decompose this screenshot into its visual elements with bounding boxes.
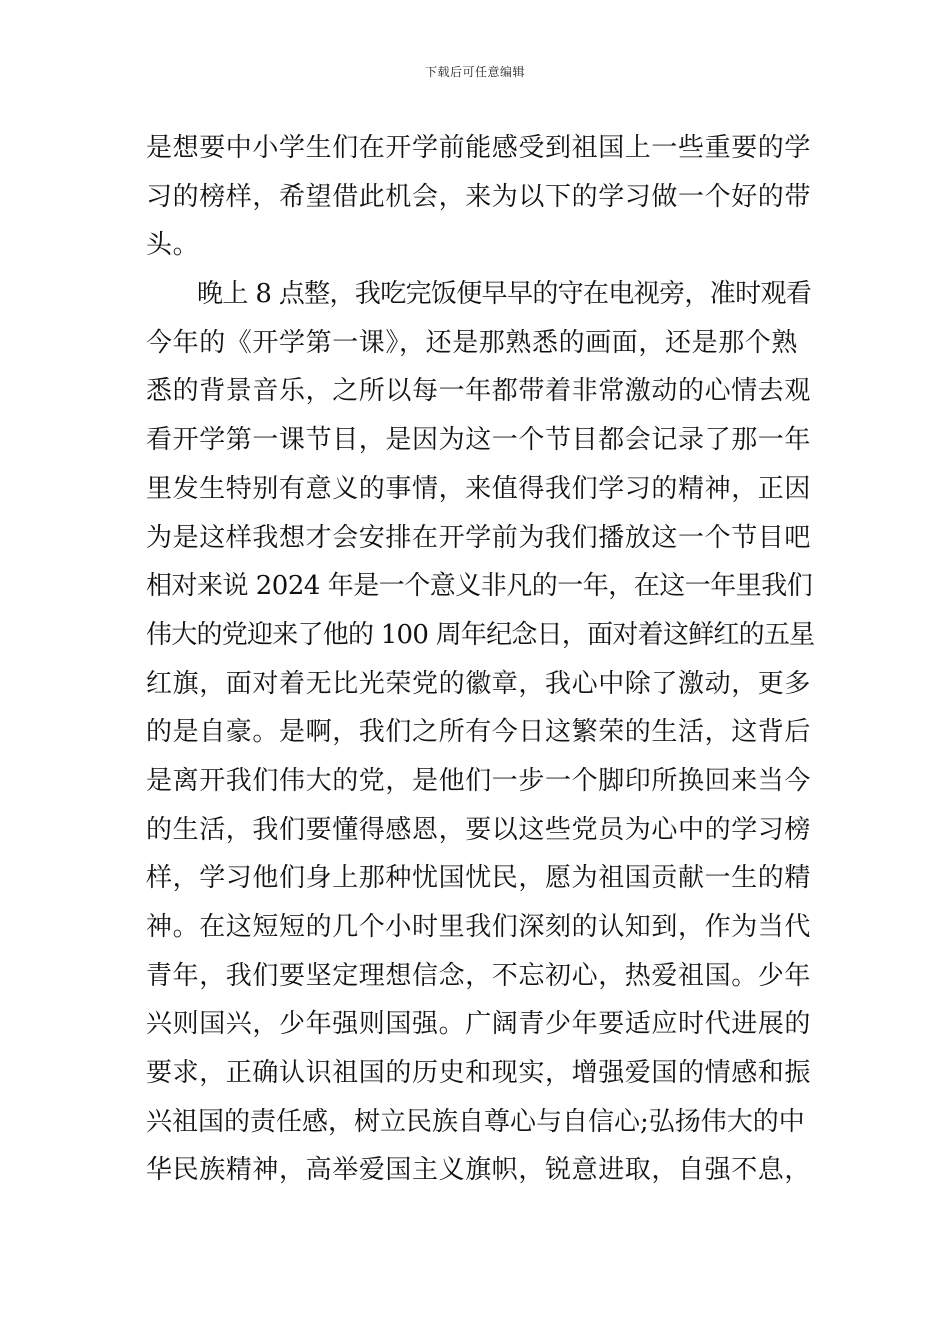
text-line: 为是这样我想才会安排在开学前为我们播放这一个节目吧 bbox=[146, 522, 812, 553]
text-line: 是想要中小学生们在开学前能感受到祖国上一些重要的学 bbox=[146, 133, 812, 163]
text-line: 兴则国兴，少年强则国强。广阔青少年要适应时代进展的 bbox=[146, 1009, 812, 1040]
text-line: 相对来说 2024 年是一个意义非凡的一年，在这一年里我们 bbox=[146, 571, 813, 602]
text-line: 样，学习他们身上那种忧国忧民，愿为祖国贡献一生的精 bbox=[146, 863, 812, 894]
text-line: 里发生特别有意义的事情，来值得我们学习的精神，正因 bbox=[146, 473, 812, 504]
text-line: 青年，我们要坚定理想信念，不忘初心，热爱祖国。少年 bbox=[146, 960, 812, 991]
document-body bbox=[146, 124, 814, 1195]
text-line: 华民族精神，高举爱国主义旗帜，锐意进取，自强不息， bbox=[146, 1155, 812, 1186]
text-line: 看开学第一课节目，是因为这一个节目都会记录了那一年 bbox=[146, 425, 812, 456]
text-line: 神。在这短短的几个小时里我们深刻的认知到，作为当代 bbox=[146, 912, 812, 942]
text-line: 的生活，我们要懂得感恩，要以这些党员为心中的学习榜 bbox=[146, 814, 812, 845]
text-line: 今年的《开学第一课》，还是那熟悉的画面，还是那个熟 bbox=[146, 327, 799, 358]
text-line: 头。 bbox=[146, 230, 200, 261]
text-line: 是离开我们伟大的党，是他们一步一个脚印所换回来当今 bbox=[146, 765, 812, 796]
text-line: 红旗，面对着无比光荣党的徽章，我心中除了激动，更多 bbox=[146, 668, 812, 699]
text-line: 伟大的党迎来了他的 100 周年纪念日，面对着这鲜红的五星 bbox=[146, 619, 815, 650]
text-line: 习的榜样，希望借此机会，来为以下的学习做一个好的带 bbox=[146, 181, 812, 212]
text-line: 悉的背景音乐，之所以每一年都带着非常激动的心情去观 bbox=[146, 376, 812, 407]
text-line: 要求，正确认识祖国的历史和现实，增强爱国的情感和振 bbox=[146, 1058, 812, 1089]
page-header: 下载后可任意编辑 bbox=[424, 65, 525, 79]
text-line: 兴祖国的责任感，树立民族自尊心与自信心;弘扬伟大的中 bbox=[146, 1106, 805, 1137]
paragraph-first-line: 晚上 8 点整，我吃完饭便早早的守在电视旁，准时观看 bbox=[197, 279, 812, 310]
text-line: 的是自豪。是啊，我们之所有今日这繁荣的生活，这背后 bbox=[146, 717, 812, 748]
